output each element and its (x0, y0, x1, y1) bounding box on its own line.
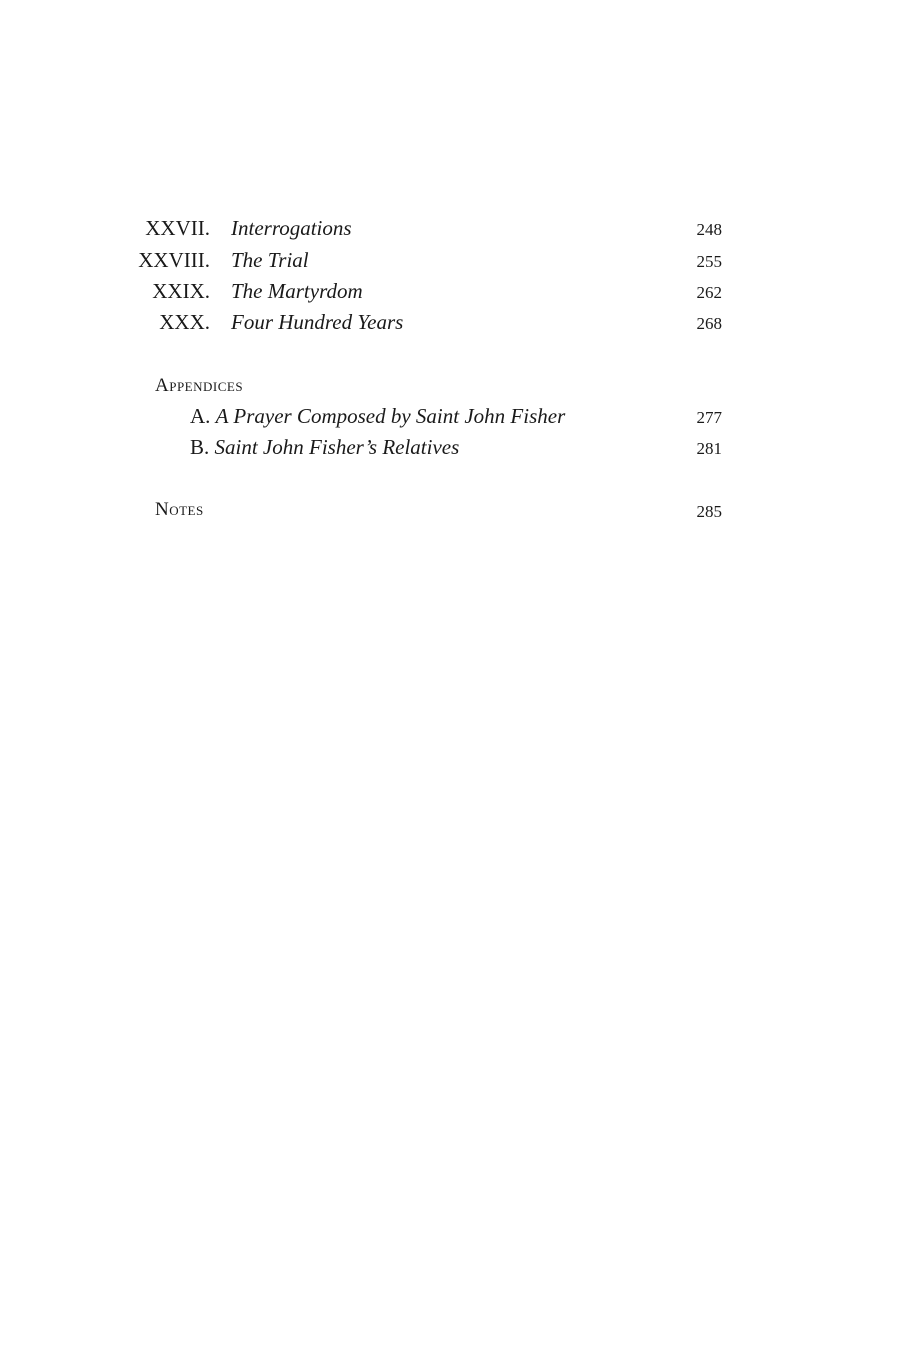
chapter-numeral: XXVII. (145, 216, 210, 240)
chapter-numeral: XXIX. (152, 279, 210, 303)
page-number: 281 (696, 439, 722, 458)
chapter-title: Interrogations (231, 216, 352, 240)
appendices-heading: Appendices (155, 375, 244, 396)
chapter-numeral: XXX. (159, 310, 210, 334)
page-number: 268 (696, 314, 722, 333)
appendix-title: Saint John Fisher’s Relatives (214, 435, 460, 459)
page-number: 285 (696, 502, 722, 521)
toc-entry-appendix-a (0, 402, 900, 432)
appendix-letter: B. (190, 435, 210, 459)
chapter-title: The Trial (231, 248, 309, 272)
toc-entry-chapter-29 (0, 277, 900, 307)
chapter-title: The Martyrdom (231, 279, 363, 303)
chapter-title: Four Hundred Years (231, 310, 404, 334)
toc-entry-notes (0, 496, 900, 526)
page-number: 277 (696, 408, 722, 427)
notes-heading: Notes (155, 499, 204, 520)
appendix-entry (190, 433, 459, 461)
page-number: 262 (696, 283, 722, 302)
appendix-title: A Prayer Composed by Saint John Fisher (215, 404, 566, 428)
page-number: 248 (696, 220, 722, 239)
toc-entry-chapter-27 (0, 214, 900, 244)
appendix-entry (190, 402, 565, 430)
page-number: 255 (696, 252, 722, 271)
appendix-letter: A. (190, 404, 211, 428)
toc-entry-chapter-30 (0, 308, 900, 338)
appendices-section (0, 372, 900, 402)
chapter-numeral: XXVIII. (138, 248, 210, 272)
toc-entry-chapter-28 (0, 246, 900, 276)
toc-entry-appendix-b (0, 433, 900, 463)
